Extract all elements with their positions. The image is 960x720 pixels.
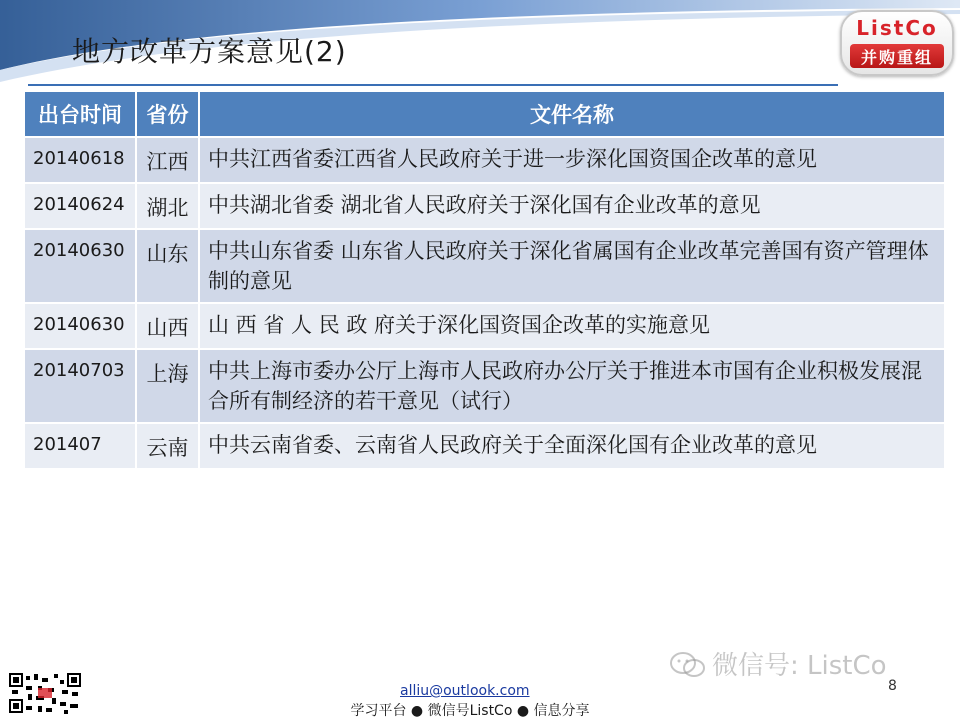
row-province: 山西 <box>136 303 199 349</box>
page-number: 8 <box>888 678 897 694</box>
table-row <box>25 137 944 183</box>
row-date: 20140703 <box>25 349 136 423</box>
contact-email-link[interactable]: alliu@outlook.com <box>400 683 530 699</box>
row-date: 20140618 <box>25 137 136 183</box>
logo-bottom-text: 并购重组 <box>860 48 933 67</box>
table-row <box>25 303 944 349</box>
table-header-row <box>25 92 944 137</box>
row-province: 湖北 <box>136 183 199 229</box>
row-document-title: 中共上海市委办公厅上海市人民政府办公厅关于推进本市国有企业积极发展混合所有制经济的若干意见（试行） <box>199 349 944 423</box>
table-row <box>25 183 944 229</box>
header-date: 出台时间 <box>25 92 136 137</box>
row-date: 201407 <box>25 423 136 468</box>
footer-tagline: 学习平台 ● 微信号ListCo ● 信息分享 <box>350 703 590 719</box>
row-document-title: 中共山东省委 山东省人民政府关于深化省属国有企业改革完善国有资产管理体制的意见 <box>199 229 944 303</box>
header-province: 省份 <box>136 92 199 137</box>
table-row <box>25 423 944 468</box>
row-province: 上海 <box>136 349 199 423</box>
row-province: 云南 <box>136 423 199 468</box>
qr-code-icon <box>8 672 82 714</box>
slide-title: 地方改革方案意见(2) <box>72 35 347 68</box>
table-row <box>25 229 944 303</box>
row-document-title: 山 西 省 人 民 政 府关于深化国资国企改革的实施意见 <box>199 303 944 349</box>
row-document-title: 中共云南省委、云南省人民政府关于全面深化国有企业改革的意见 <box>199 423 944 468</box>
row-province: 山东 <box>136 229 199 303</box>
row-document-title: 中共湖北省委 湖北省人民政府关于深化国有企业改革的意见 <box>199 183 944 229</box>
title-divider <box>28 84 838 86</box>
row-document-title: 中共江西省委江西省人民政府关于进一步深化国资国企改革的意见 <box>199 137 944 183</box>
table-row <box>25 349 944 423</box>
wechat-watermark: 微信号: ListCo <box>712 651 887 681</box>
reform-documents-table <box>25 92 944 468</box>
row-date: 20140630 <box>25 303 136 349</box>
listco-logo <box>840 10 954 76</box>
row-province: 江西 <box>136 137 199 183</box>
row-date: 20140630 <box>25 229 136 303</box>
wechat-watermark-icon <box>668 650 708 680</box>
row-date: 20140624 <box>25 183 136 229</box>
logo-top-text: ListCo <box>856 16 938 40</box>
header-document-name: 文件名称 <box>199 92 944 137</box>
